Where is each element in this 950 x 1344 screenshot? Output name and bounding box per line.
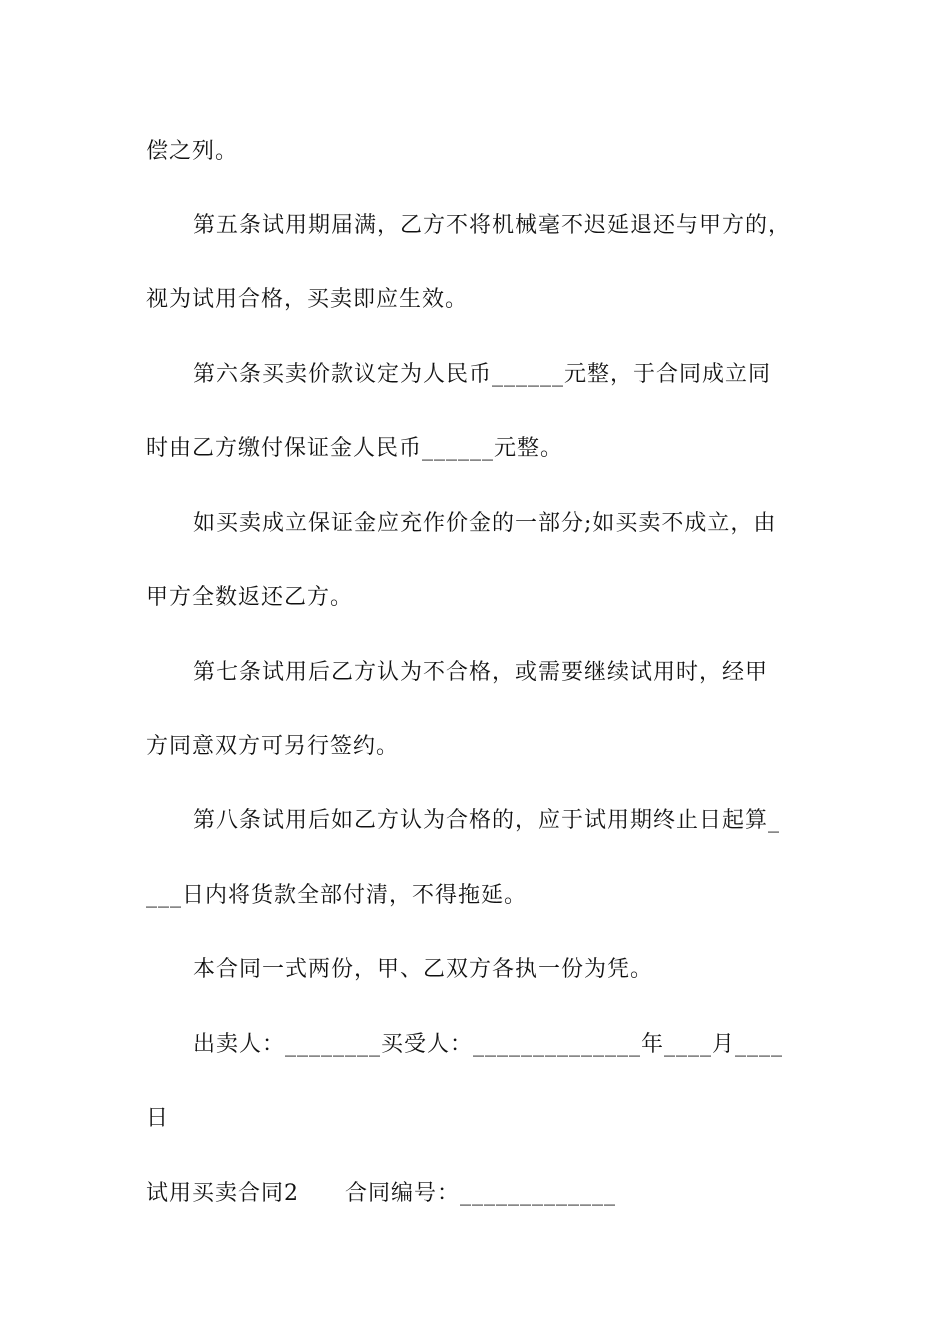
signature-day: 日 xyxy=(146,1106,170,1131)
contract-2-heading: 试用买卖合同2 合同编号：_____________ xyxy=(146,1181,616,1206)
article-5-line-2: 视为试用合格，买卖即应生效。 xyxy=(146,287,469,312)
article-6-line-1: 第六条买卖价款议定为人民币______元整，于合同成立同 xyxy=(193,362,772,387)
text-line: 偿之列。 xyxy=(146,139,239,164)
article-8-line-2: ___日内将货款全部付清，不得拖延。 xyxy=(146,883,528,908)
article-7-line-1: 第七条试用后乙方认为不合格，或需要继续试用时，经甲 xyxy=(193,660,769,685)
article-8-line-1: 第八条试用后如乙方认为合格的，应于试用期终止日起算_ xyxy=(193,808,781,833)
deposit-clause-line-1: 如买卖成立保证金应充作价金的一部分;如买卖不成立，由 xyxy=(193,511,777,536)
article-7-line-2: 方同意双方可另行签约。 xyxy=(146,734,400,759)
article-5-line-1: 第五条试用期届满，乙方不将机械毫不迟延退还与甲方的， xyxy=(193,213,792,238)
deposit-clause-line-2: 甲方全数返还乙方。 xyxy=(146,585,354,610)
signature-line: 出卖人：________买受人：______________年____月____ xyxy=(193,1032,784,1057)
copies-clause: 本合同一式两份，甲、乙双方各执一份为凭。 xyxy=(193,957,654,982)
article-6-line-2: 时由乙方缴付保证金人民币______元整。 xyxy=(146,436,564,461)
